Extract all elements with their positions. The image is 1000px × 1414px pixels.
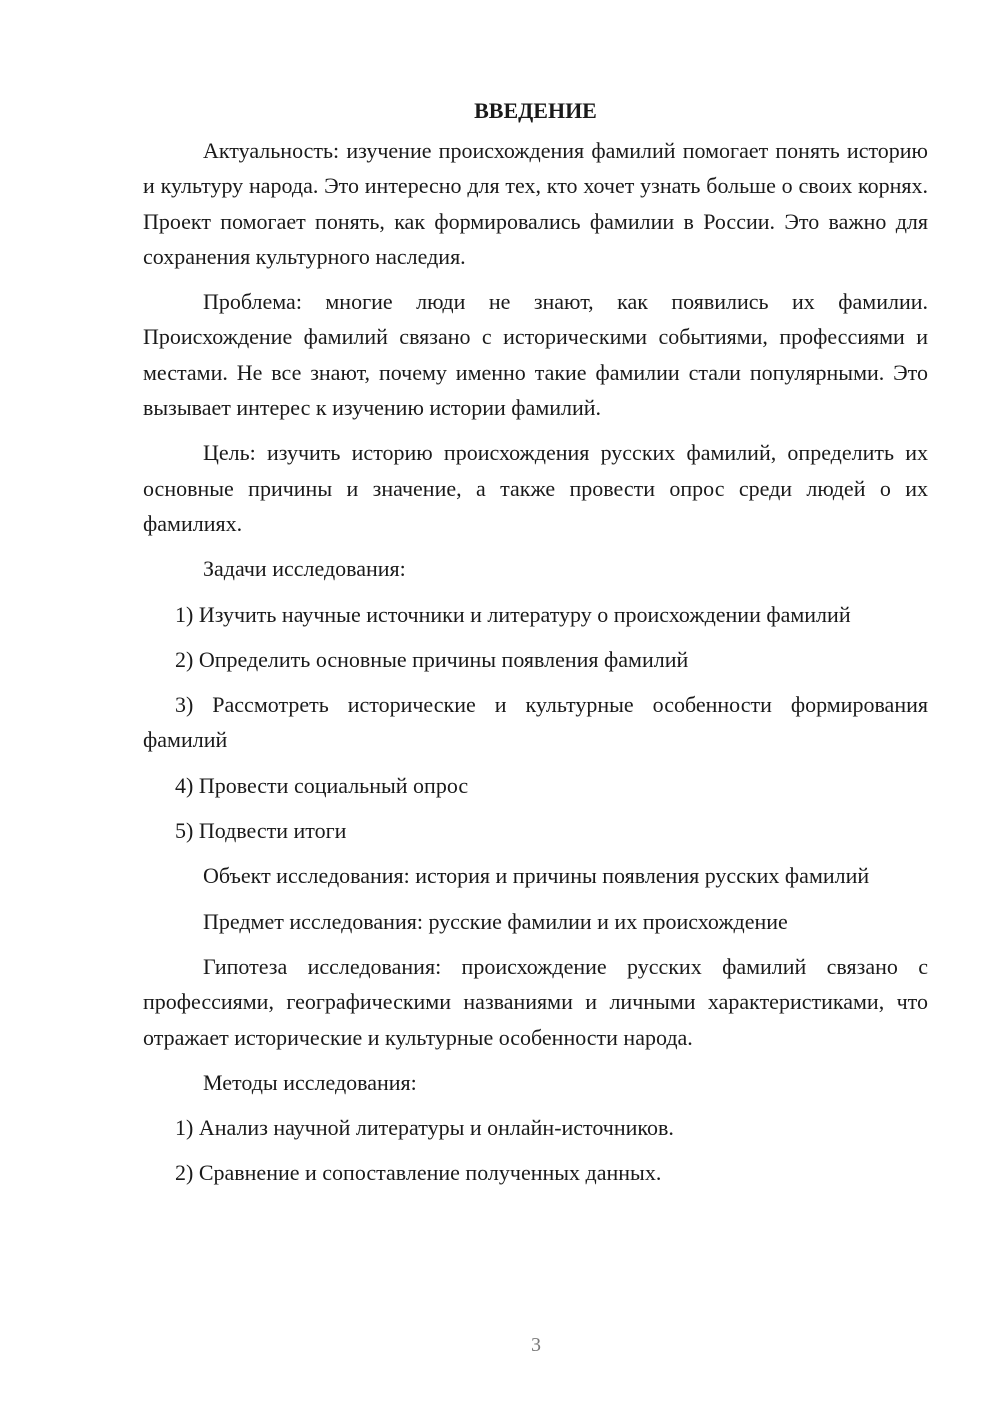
task-item-4: 4) Провести социальный опрос: [175, 772, 469, 798]
page-title: ВВЕДЕНИЕ: [474, 98, 597, 123]
document-page: [143, 95, 928, 1201]
paragraph-subject: Предмет исследования: русские фамилии и их происхождение: [203, 908, 788, 934]
task-item-5: 5) Подвести итоги: [175, 818, 347, 844]
paragraph-object: Объект исследования: история и причины появления русских фамилий: [203, 863, 870, 889]
methods-title: Методы исследования:: [203, 1069, 417, 1095]
task-item-1: 1) Изучить научные источники и литературу о происхождении фамилий: [175, 601, 851, 627]
task-item-3: 3) Рассмотреть исторические и культурные особенности формирования фамилий: [143, 692, 928, 753]
method-item-2: 2) Сравнение и сопоставление полученных данных.: [175, 1160, 662, 1186]
paragraph-problem: Проблема: многие люди не знают, как появились их фамилии. Происхождение фамилий связано с историческими событиями, профессиями и местами. Не все знают, почему именно такие фамилии стали популярными. Это вызывает интерес к изучению истории фамилий.: [143, 289, 928, 421]
paragraph-goal: Цель: изучить историю происхождения русских фамилий, определить их основные причины и значение, а также провести опрос среди людей о их фамилиях.: [143, 440, 928, 536]
tasks-title: Задачи исследования:: [203, 556, 406, 582]
task-item-2: 2) Определить основные причины появления фамилий: [175, 646, 689, 672]
method-item-1: 1) Анализ научной литературы и онлайн-источников.: [175, 1115, 674, 1141]
page-number: 3: [531, 1334, 541, 1356]
paragraph-relevance: Актуальность: изучение происхождения фамилий помогает понять историю и культуру народа. Это интересно для тех, кто хочет узнать больше о своих корнях. Проект помогает понять, как формировались фамилии в России. Это важно для сохранения культурного наследия.: [143, 138, 928, 269]
paragraph-hypothesis: Гипотеза исследования: происхождение русских фамилий связано с профессиями, географическими названиями и личными характеристиками, что отражает исторические и культурные особенности народа.: [143, 953, 928, 1050]
